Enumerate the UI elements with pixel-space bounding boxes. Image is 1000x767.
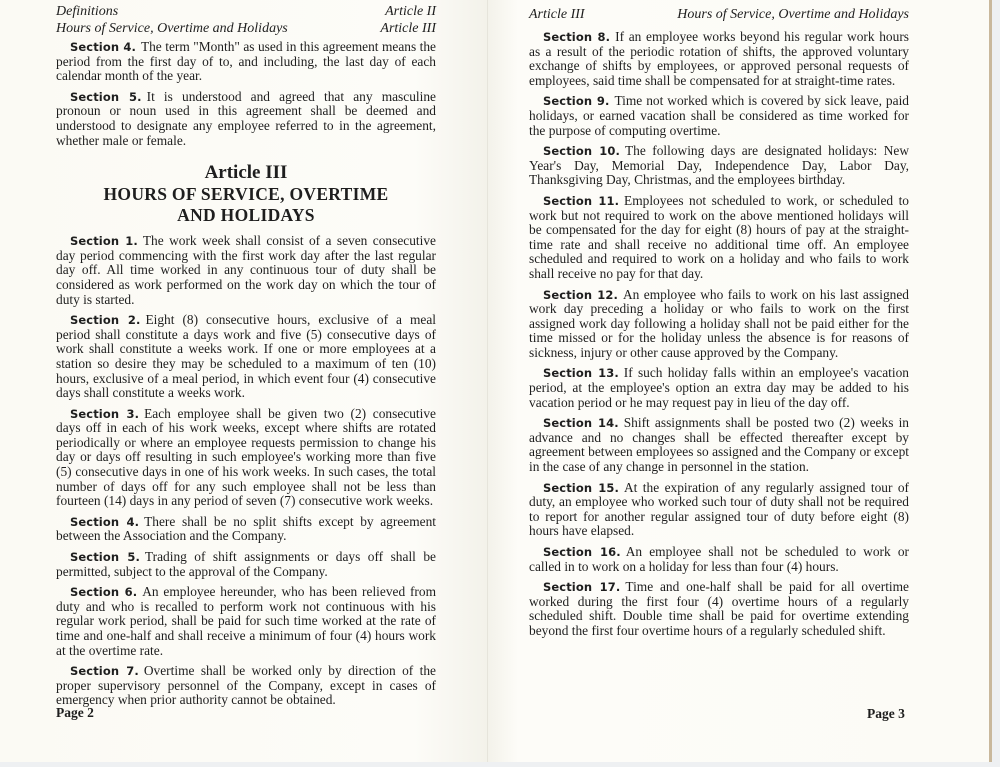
section-text: Each employee shall be given two (2) consecutive days off in each of his work weeks, except where shifts are rotated periodically or where an employee requests permission to change his day or days off resulting in such employee's working more than five (5) consecutive days in one of his work weeks. In such cases, the total number of days off for any such employee shall not be less than fourteen (14) days in any period of seven (7) consecutive work weeks. (56, 405, 436, 509)
right-page-body (529, 30, 909, 645)
section-paragraph (56, 40, 436, 84)
page-edge-background (992, 0, 1000, 762)
running-head-left (56, 3, 436, 37)
section-label: Section 11. (543, 193, 620, 208)
section-text: There shall be no split shifts except by agreement between the Association and the Company. (56, 513, 436, 544)
section-paragraph (56, 90, 436, 148)
section-label: Section 16. (543, 545, 621, 559)
section-label: Section 10. (543, 144, 620, 159)
section-paragraph (56, 585, 436, 658)
section-text: An employee who fails to work on his last assigned work day preceding a holiday or who fails to work on the first assigned work day following a holiday shall not be paid either for the time missed or for the holiday unless the absence is for reasons of sickness, injury or other cause approved by the Company. (529, 286, 909, 360)
section-label: Section 7. (70, 664, 139, 679)
section-paragraph (529, 545, 909, 574)
section-text: At the expiration of any regularly assigned tour of duty, an employee who worked such tour of duty shall not be required to report for another regular assigned tour of duty before eight (8) hours have elapsed. (529, 479, 910, 539)
section-text: If an employee works beyond his regular work hours as a result of the periodic rotation of shifts, the approved voluntary exchange of shifts by employees, or approved personal requests of employees, said time shall be compensated for at straight-time rates. (529, 29, 909, 88)
running-head-title: Definitions (56, 4, 119, 19)
article-heading (56, 162, 436, 226)
section-paragraph (56, 313, 436, 401)
section-label: Section 4. (70, 514, 140, 529)
section-label: Section 8. (543, 30, 611, 44)
article-number: Article III (204, 162, 288, 184)
section-text: If such holiday falls within an employee's vacation period, at the employee's option an extra day may be added to his vacation period or he may request pay in lieu of the day off. (529, 365, 910, 410)
page-number: Page 3 (867, 706, 905, 721)
section-text: Employees not scheduled to work, or scheduled to work but not required to work on the above mentioned holidays will be compensated for the day for eight (8) hours of pay at the straight-time rate and shall receive no additional time off. An employee scheduled and required to work on a holiday and who fails to work shall receive no pay for that day. (529, 192, 910, 281)
section-paragraph (529, 366, 909, 410)
section-paragraph (529, 144, 909, 188)
section-text: The term "Month" as used in this agreement means the period from the first day of to, and including, the last day of each calendar month of the year. (56, 39, 436, 84)
running-head-title: Hours of Service, Overtime and Holidays (56, 21, 288, 36)
section-label: Section 15. (543, 480, 619, 495)
running-head-title: Hours of Service, Overtime and Holidays (677, 7, 909, 22)
section-label: Section 13. (543, 366, 619, 381)
section-label: Section 12. (543, 287, 618, 302)
running-head-article: Article III (529, 7, 585, 22)
section-paragraph (529, 194, 909, 282)
section-label: Section 4. (70, 40, 136, 54)
section-label: Section 1. (70, 234, 138, 249)
right-page (488, 0, 992, 762)
section-label: Section 2. (70, 313, 141, 328)
section-paragraph (529, 94, 909, 138)
section-paragraph (56, 234, 436, 307)
section-paragraph (529, 481, 909, 539)
section-text: Trading of shift assignments or days off shall be permitted, subject to the approval of the Company. (56, 549, 436, 579)
section-label: Section 5. (70, 89, 142, 104)
section-paragraph (529, 580, 909, 638)
section-text: It is understood and agreed that any masculine pronoun or noun used in this agreement shall be deemed and understood to designate any employee referred to in the agreement, whether male or female. (56, 88, 436, 148)
section-text: Time not worked which is covered by sick leave, paid holidays, or earned vacation shall be considered as time worked for the purpose of computing overtime. (529, 93, 909, 138)
section-label: Section 5. (70, 550, 140, 565)
article-title-line: HOURS OF SERVICE, OVERTIME (103, 184, 389, 205)
section-paragraph (56, 550, 436, 579)
section-text: Shift assignments shall be posted two (2) weeks in advance and no changes shall be effected thereafter except by agreement between employees so assigned and the Company or except in the case of any change in personnel in the station. (529, 415, 909, 475)
section-text: An employee hereunder, who has been relieved from duty and who is recalled to perform work not continuous with his regular work period, shall be paid for such time worked at the rate of time and one-half and shall receive a minimum of four (4) hours work at the overtime rate. (56, 584, 436, 658)
page-number: Page 2 (56, 705, 94, 720)
section-text: The following days are designated holidays: New Year's Day, Memorial Day, Independence Day, Labor Day, Thanksgiving Day, Christmas, and the employees birthday. (529, 143, 909, 188)
section-text: Time and one-half shall be paid for all overtime worked during the first four (4) overtime hours of a regularly scheduled shift. Double time shall be paid for overtime extending beyond the first four overtime hours of a regularly scheduled shift. (529, 579, 910, 638)
section-label: Section 3. (70, 406, 140, 421)
section-label: Section 14. (543, 416, 619, 431)
section-text: The work week shall consist of a seven consecutive day period commencing with the first work day after the last regular day off. All time worked in any continuous tour of duty shall be considered as work performed on the work day on which the tour of duty is started. (56, 233, 436, 307)
section-text: Overtime shall be worked only by direction of the proper supervisory personnel of the Company, except in cases of emergency when prior authority cannot be obtained. (56, 663, 436, 708)
left-page-body (56, 40, 436, 714)
article-title-line: AND HOLIDAYS (177, 205, 315, 226)
section-paragraph (56, 515, 436, 544)
section-paragraph (529, 288, 909, 361)
running-head-article: Article III (380, 21, 436, 36)
running-head-right (529, 6, 909, 23)
section-paragraph (529, 30, 909, 88)
section-label: Section 17. (543, 580, 621, 595)
section-text: Eight (8) consecutive hours, exclusive of a meal period shall constitute a days work and five (5) consecutive days of work shall constitute a weeks work. If one or more employees at a station so desire they may be scheduled to a maximum of ten (10) hours, exclusive of a meal period, in which event four (4) consecutive days shall constitute a weeks work. (56, 312, 436, 401)
section-label: Section 6. (70, 585, 138, 600)
section-text: An employee shall not be scheduled to work or called in to work on a holiday for less than four (4) hours. (529, 544, 910, 574)
section-paragraph (56, 664, 436, 708)
section-paragraph (529, 416, 909, 474)
section-label: Section 9. (543, 94, 610, 109)
section-paragraph (56, 407, 436, 509)
left-page (0, 0, 488, 762)
running-head-article: Article II (385, 4, 436, 19)
